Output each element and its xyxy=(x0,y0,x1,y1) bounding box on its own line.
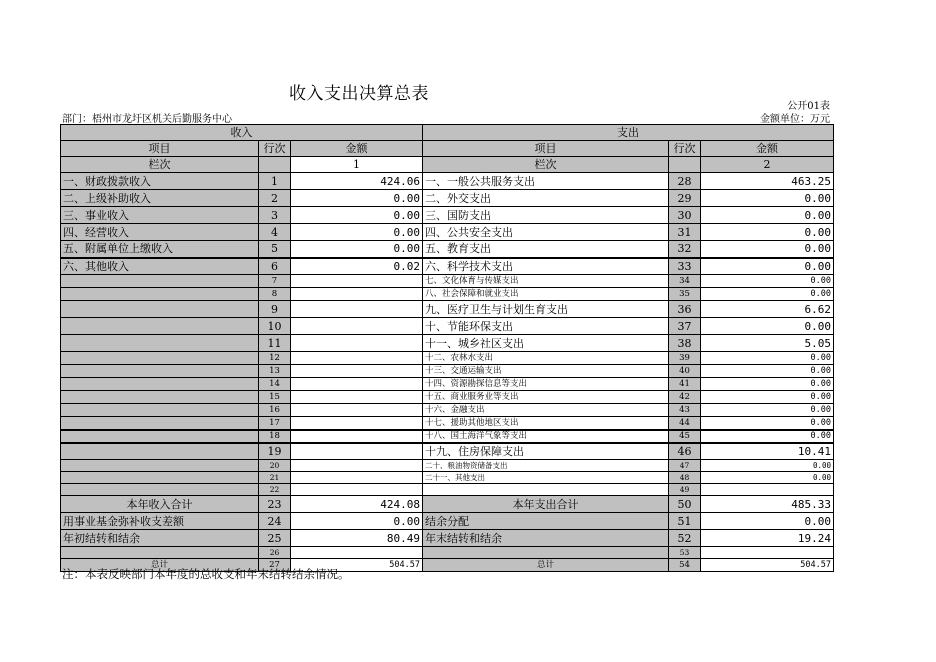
income-item-cell: 二、上级补助收入 xyxy=(61,190,259,207)
expense-amount-cell: 5.05 xyxy=(701,335,834,352)
expense-amount-cell: 19.24 xyxy=(701,530,834,547)
expense-amount-cell: 0.00 xyxy=(701,190,834,207)
income-rank-cell: 11 xyxy=(259,335,291,352)
table-row xyxy=(61,301,834,318)
income-item-cell: 五、附属单位上缴收入 xyxy=(61,241,259,258)
expense-rank-cell: 40 xyxy=(669,365,701,378)
income-item-cell xyxy=(61,417,259,430)
expense-amount-cell: 0.00 xyxy=(701,352,834,365)
expense-rank-cell: 48 xyxy=(669,472,701,484)
table-row xyxy=(61,224,834,241)
expense-rank-cell: 42 xyxy=(669,391,701,404)
income-item-cell: 三、事业收入 xyxy=(61,207,259,224)
expense-col-number: 2 xyxy=(701,157,834,173)
income-rank-cell: 19 xyxy=(259,443,291,460)
income-amount-cell: 0.00 xyxy=(291,241,423,258)
income-item-cell xyxy=(61,404,259,417)
expense-item-cell: 十、节能环保支出 xyxy=(423,318,669,335)
department-label: 部门：梧州市龙圩区机关后勤服务中心 xyxy=(62,114,232,125)
expense-rank-cell: 30 xyxy=(669,207,701,224)
expense-rank-cell: 44 xyxy=(669,417,701,430)
expense-rank-header: 行次 xyxy=(669,141,701,157)
expense-rank-cell: 43 xyxy=(669,404,701,417)
expense-amount-cell: 0.00 xyxy=(701,472,834,484)
income-amount-cell: 504.57 xyxy=(291,559,423,572)
expense-amount-cell: 0.00 xyxy=(701,417,834,430)
expense-rank-cell: 50 xyxy=(669,496,701,513)
expense-amount-cell: 0.00 xyxy=(701,365,834,378)
income-amount-cell xyxy=(291,472,423,484)
income-amount-cell: 0.00 xyxy=(291,513,423,530)
income-item-cell xyxy=(61,378,259,391)
income-rank-cell: 27 xyxy=(259,559,291,572)
expense-item-cell: 十三、交通运输支出 xyxy=(423,365,669,378)
expense-amount-cell: 0.00 xyxy=(701,224,834,241)
income-amount-cell xyxy=(291,301,423,318)
income-amount-cell xyxy=(291,275,423,288)
expense-amount-cell: 0.00 xyxy=(701,241,834,258)
expense-amount-cell: 0.00 xyxy=(701,404,834,417)
table-row xyxy=(61,275,834,288)
expense-rank-cell: 45 xyxy=(669,430,701,443)
expense-item-cell: 十四、资源勘探信息等支出 xyxy=(423,378,669,391)
income-amount-cell xyxy=(291,391,423,404)
table-row xyxy=(61,472,834,484)
table-row xyxy=(61,365,834,378)
expense-item-cell: 一、一般公共服务支出 xyxy=(423,173,669,190)
income-item-cell: 一、财政拨款收入 xyxy=(61,173,259,190)
income-rank-cell: 15 xyxy=(259,391,291,404)
total-row xyxy=(61,547,834,559)
income-expense-table xyxy=(60,124,834,572)
expense-item-cell: 十九、住房保障支出 xyxy=(423,443,669,460)
income-item-cell xyxy=(61,484,259,496)
section-header-row xyxy=(61,125,834,141)
table-row xyxy=(61,484,834,496)
income-amount-cell xyxy=(291,430,423,443)
income-total-label: 总计 xyxy=(61,559,259,572)
expense-rank-cell: 33 xyxy=(669,258,701,275)
table-row xyxy=(61,173,834,190)
table-row xyxy=(61,258,834,275)
income-amount-cell xyxy=(291,318,423,335)
income-amount-cell xyxy=(291,288,423,301)
table-row xyxy=(61,352,834,365)
expense-item-cell: 二十一、其他支出 xyxy=(423,472,669,484)
income-section-header: 收入 xyxy=(61,125,423,141)
income-rank-cell: 3 xyxy=(259,207,291,224)
expense-rank-cell: 32 xyxy=(669,241,701,258)
expense-item-cell: 四、公共安全支出 xyxy=(423,224,669,241)
amount-unit-label: 金额单位：万元 xyxy=(760,114,830,125)
income-item-cell xyxy=(61,472,259,484)
income-amount-cell xyxy=(291,335,423,352)
income-rank-cell: 9 xyxy=(259,301,291,318)
expense-item-cell: 十一、城乡社区支出 xyxy=(423,335,669,352)
income-item-cell xyxy=(61,301,259,318)
expense-amount-cell: 485.33 xyxy=(701,496,834,513)
expense-item-cell: 五、教育支出 xyxy=(423,241,669,258)
income-item-cell xyxy=(61,288,259,301)
expense-item-cell: 九、医疗卫生与计划生育支出 xyxy=(423,301,669,318)
income-amount-cell xyxy=(291,404,423,417)
income-item-cell: 四、经营收入 xyxy=(61,224,259,241)
income-item-cell xyxy=(61,443,259,460)
expense-amount-header: 金额 xyxy=(701,141,834,157)
expense-total-label: 总计 xyxy=(423,559,669,572)
expense-rank-cell: 37 xyxy=(669,318,701,335)
income-amount-cell: 424.06 xyxy=(291,173,423,190)
table-row xyxy=(61,318,834,335)
income-amount-cell xyxy=(291,460,423,472)
table-row xyxy=(61,430,834,443)
expense-item-cell xyxy=(423,484,669,496)
expense-rank-cell: 41 xyxy=(669,378,701,391)
expense-amount-cell: 0.00 xyxy=(701,513,834,530)
income-amount-cell xyxy=(291,352,423,365)
empty-cell xyxy=(259,157,291,173)
income-amount-cell: 0.00 xyxy=(291,207,423,224)
expense-rank-cell: 28 xyxy=(669,173,701,190)
income-amount-cell xyxy=(291,378,423,391)
income-total-label: 年初结转和结余 xyxy=(61,530,259,547)
income-item-cell xyxy=(61,365,259,378)
expense-item-cell: 十二、农林水支出 xyxy=(423,352,669,365)
income-rank-cell: 13 xyxy=(259,365,291,378)
report-title: 收入支出决算总表 xyxy=(289,84,429,104)
expense-rank-cell: 29 xyxy=(669,190,701,207)
income-col-label: 栏次 xyxy=(61,157,259,173)
expense-amount-cell: 463.25 xyxy=(701,173,834,190)
expense-total-label: 本年支出合计 xyxy=(423,496,669,513)
expense-item-cell: 十八、国土海洋气象等支出 xyxy=(423,430,669,443)
income-rank-cell: 23 xyxy=(259,496,291,513)
income-rank-cell: 20 xyxy=(259,460,291,472)
expense-amount-cell: 0.00 xyxy=(701,258,834,275)
expense-section-header: 支出 xyxy=(423,125,834,141)
income-item-cell xyxy=(61,460,259,472)
income-total-label: 本年收入合计 xyxy=(61,496,259,513)
table-row xyxy=(61,207,834,224)
income-item-cell xyxy=(61,352,259,365)
income-rank-header: 行次 xyxy=(259,141,291,157)
expense-amount-cell xyxy=(701,484,834,496)
expense-rank-cell: 53 xyxy=(669,547,701,559)
expense-item-cell: 十六、金融支出 xyxy=(423,404,669,417)
column-header-row xyxy=(61,141,834,157)
income-item-cell xyxy=(61,391,259,404)
expense-amount-cell xyxy=(701,547,834,559)
expense-amount-cell: 0.00 xyxy=(701,275,834,288)
income-amount-cell: 80.49 xyxy=(291,530,423,547)
expense-rank-cell: 39 xyxy=(669,352,701,365)
income-rank-cell: 6 xyxy=(259,258,291,275)
income-amount-cell xyxy=(291,547,423,559)
expense-col-label: 栏次 xyxy=(423,157,669,173)
income-col-number: 1 xyxy=(291,157,423,173)
income-total-label: 用事业基金弥补收支差额 xyxy=(61,513,259,530)
income-amount-cell: 424.08 xyxy=(291,496,423,513)
table-row xyxy=(61,190,834,207)
expense-rank-cell: 51 xyxy=(669,513,701,530)
total-row xyxy=(61,530,834,547)
income-total-label xyxy=(61,547,259,559)
expense-amount-cell: 10.41 xyxy=(701,443,834,460)
income-item-cell xyxy=(61,275,259,288)
expense-item-cell: 二十、粮油物资储备支出 xyxy=(423,460,669,472)
expense-rank-cell: 31 xyxy=(669,224,701,241)
income-amount-header: 金额 xyxy=(291,141,423,157)
income-rank-cell: 7 xyxy=(259,275,291,288)
expense-item-header: 项目 xyxy=(423,141,669,157)
form-code: 公开01表 xyxy=(787,101,830,112)
total-row xyxy=(61,513,834,530)
income-amount-cell: 0.00 xyxy=(291,190,423,207)
expense-rank-cell: 52 xyxy=(669,530,701,547)
table-row xyxy=(61,404,834,417)
income-amount-cell xyxy=(291,484,423,496)
expense-item-cell: 十七、援助其他地区支出 xyxy=(423,417,669,430)
expense-rank-cell: 35 xyxy=(669,288,701,301)
expense-rank-cell: 49 xyxy=(669,484,701,496)
income-rank-cell: 25 xyxy=(259,530,291,547)
column-number-row xyxy=(61,157,834,173)
expense-amount-cell: 0.00 xyxy=(701,378,834,391)
table-row xyxy=(61,335,834,352)
expense-rank-cell: 36 xyxy=(669,301,701,318)
income-rank-cell: 2 xyxy=(259,190,291,207)
income-rank-cell: 16 xyxy=(259,404,291,417)
total-row xyxy=(61,496,834,513)
expense-item-cell: 十五、商业服务业等支出 xyxy=(423,391,669,404)
expense-amount-cell: 6.62 xyxy=(701,301,834,318)
income-amount-cell xyxy=(291,417,423,430)
income-amount-cell xyxy=(291,365,423,378)
income-rank-cell: 21 xyxy=(259,472,291,484)
income-rank-cell: 22 xyxy=(259,484,291,496)
income-rank-cell: 17 xyxy=(259,417,291,430)
expense-item-cell: 七、文化体育与传媒支出 xyxy=(423,275,669,288)
table-row xyxy=(61,378,834,391)
expense-item-cell: 六、科学技术支出 xyxy=(423,258,669,275)
expense-amount-cell: 0.00 xyxy=(701,288,834,301)
income-rank-cell: 1 xyxy=(259,173,291,190)
income-rank-cell: 4 xyxy=(259,224,291,241)
expense-amount-cell: 504.57 xyxy=(701,559,834,572)
footnote: 注：本表反映部门本年度的总收支和年末结转结余情况。 xyxy=(62,567,350,581)
income-amount-cell: 0.00 xyxy=(291,224,423,241)
income-amount-cell: 0.02 xyxy=(291,258,423,275)
income-item-cell xyxy=(61,335,259,352)
income-rank-cell: 12 xyxy=(259,352,291,365)
expense-total-label: 结余分配 xyxy=(423,513,669,530)
income-rank-cell: 24 xyxy=(259,513,291,530)
income-rank-cell: 8 xyxy=(259,288,291,301)
empty-cell xyxy=(669,157,701,173)
table-row xyxy=(61,241,834,258)
expense-rank-cell: 38 xyxy=(669,335,701,352)
expense-amount-cell: 0.00 xyxy=(701,460,834,472)
income-item-header: 项目 xyxy=(61,141,259,157)
expense-item-cell: 三、国防支出 xyxy=(423,207,669,224)
expense-total-label xyxy=(423,547,669,559)
expense-rank-cell: 47 xyxy=(669,460,701,472)
table-row xyxy=(61,391,834,404)
income-item-cell xyxy=(61,318,259,335)
income-rank-cell: 26 xyxy=(259,547,291,559)
table-row xyxy=(61,443,834,460)
table-row xyxy=(61,288,834,301)
expense-total-label: 年末结转和结余 xyxy=(423,530,669,547)
income-item-cell xyxy=(61,430,259,443)
expense-amount-cell: 0.00 xyxy=(701,391,834,404)
table-row xyxy=(61,417,834,430)
income-amount-cell xyxy=(291,443,423,460)
income-rank-cell: 10 xyxy=(259,318,291,335)
expense-rank-cell: 54 xyxy=(669,559,701,572)
income-item-cell: 六、其他收入 xyxy=(61,258,259,275)
expense-item-cell: 八、社会保障和就业支出 xyxy=(423,288,669,301)
income-rank-cell: 18 xyxy=(259,430,291,443)
income-rank-cell: 14 xyxy=(259,378,291,391)
expense-item-cell: 二、外交支出 xyxy=(423,190,669,207)
expense-amount-cell: 0.00 xyxy=(701,207,834,224)
expense-amount-cell: 0.00 xyxy=(701,318,834,335)
expense-amount-cell: 0.00 xyxy=(701,430,834,443)
expense-rank-cell: 34 xyxy=(669,275,701,288)
income-rank-cell: 5 xyxy=(259,241,291,258)
expense-rank-cell: 46 xyxy=(669,443,701,460)
table-row xyxy=(61,460,834,472)
